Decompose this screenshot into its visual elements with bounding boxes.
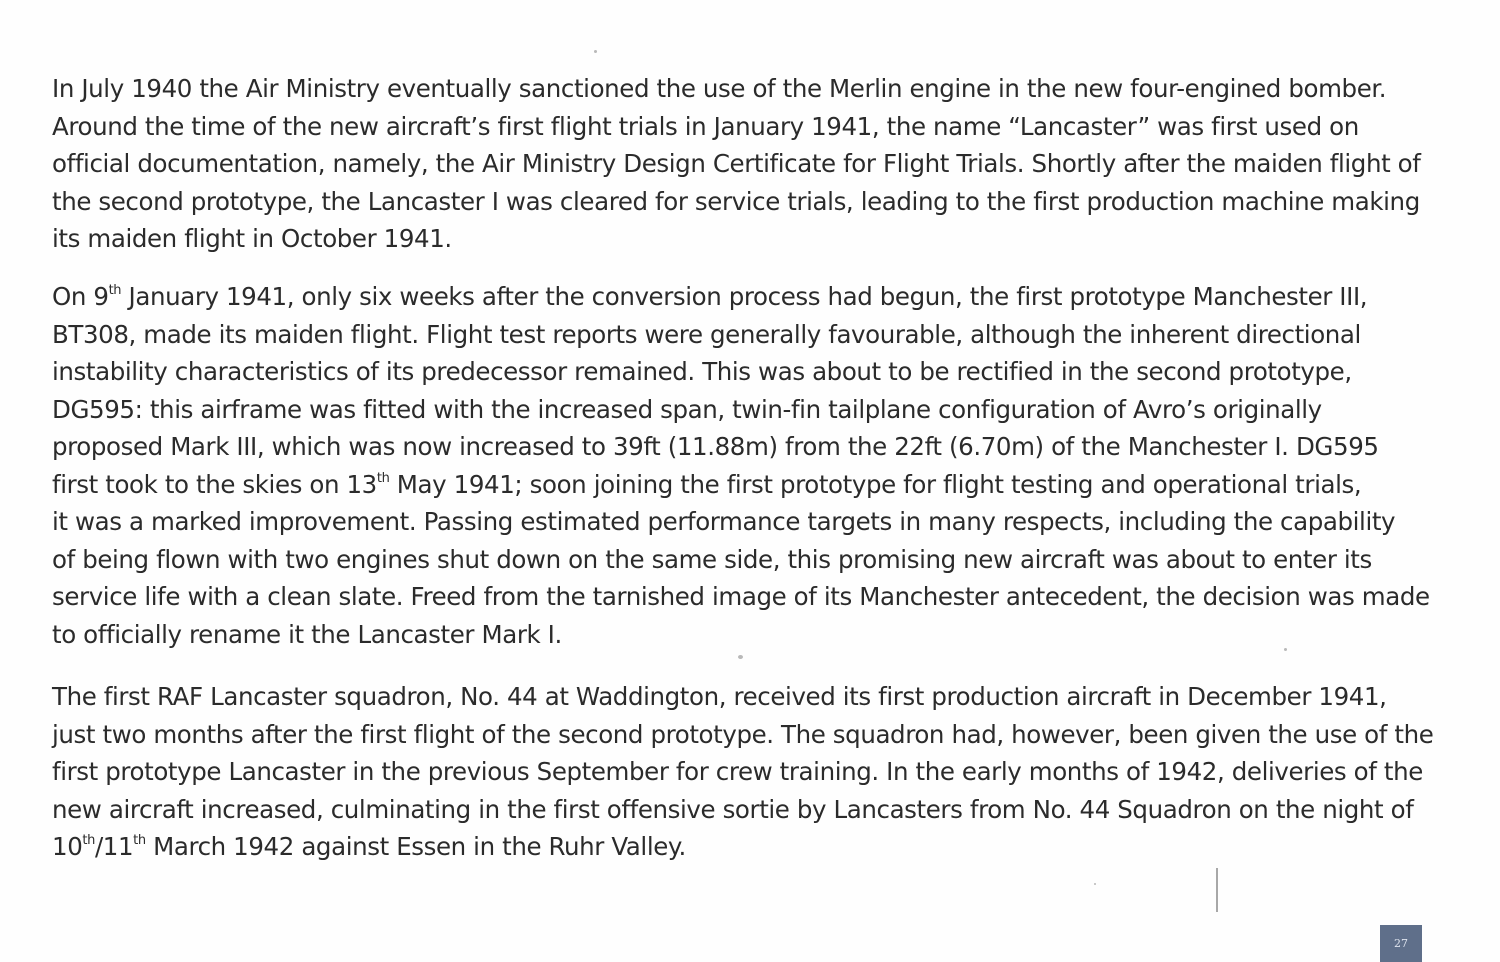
text-run: January 1941, only six weeks after the conversion process had begun, the first prototype Manchester III, bbox=[121, 282, 1368, 311]
text-run: new aircraft increased, culminating in the first offensive sortie by Lancasters from No. 44 Squadron on the night of bbox=[52, 794, 1414, 824]
paragraph-2 bbox=[52, 278, 1437, 653]
scan-speck bbox=[594, 50, 597, 53]
text-run: In July 1940 the Air Ministry eventually sanctioned the use of the Merlin engine in the new four-engined bomber. bbox=[52, 74, 1387, 103]
scan-speck bbox=[1284, 648, 1287, 651]
text-run: The first RAF Lancaster squadron, No. 44 at Waddington, received its first production aircraft in December 1941, bbox=[52, 682, 1387, 711]
ordinal-suffix: th bbox=[108, 283, 122, 298]
text-line bbox=[52, 578, 1437, 616]
text-line bbox=[52, 108, 1437, 146]
text-run: BT308, made its maiden flight. Flight test reports were generally favourable, although the inherent directional bbox=[52, 319, 1361, 349]
text-run: DG595: this airframe was fitted with the increased span, twin-fin tailplane configuration of Avro’s originally bbox=[52, 394, 1322, 424]
ordinal-suffix: th bbox=[133, 833, 146, 848]
text-line bbox=[52, 145, 1437, 183]
text-line bbox=[52, 828, 1437, 866]
text-run: 10 bbox=[52, 832, 83, 861]
text-run: just two months after the first flight of the second prototype. The squadron had, however, been given the use of the bbox=[52, 719, 1434, 749]
text-line bbox=[52, 316, 1437, 354]
text-run: On 9 bbox=[52, 282, 109, 311]
text-run: first took to the skies on 13 bbox=[52, 469, 377, 499]
text-line bbox=[52, 428, 1437, 466]
text-run: official documentation, namely, the Air Ministry Design Certificate for Flight Trials. Shortly after the maiden flight of bbox=[52, 149, 1421, 178]
text-line bbox=[52, 678, 1437, 716]
text-run: Around the time of the new aircraft’s first flight trials in January 1941, the name “Lancaster” was first used on bbox=[52, 111, 1359, 141]
scan-scratch bbox=[1216, 868, 1218, 912]
text-line bbox=[52, 616, 1437, 654]
text-line bbox=[52, 391, 1437, 429]
text-line bbox=[52, 70, 1437, 108]
text-run: the second prototype, the Lancaster I was cleared for service trials, leading to the first production machine making bbox=[52, 186, 1420, 216]
text-run: March 1942 against Essen in the Ruhr Valley. bbox=[145, 832, 686, 861]
text-line bbox=[52, 753, 1437, 791]
text-line bbox=[52, 716, 1437, 754]
text-run: proposed Mark III, which was now increased to 39ft (11.88m) from the 22ft (6.70m) of the Manchester I. DG595 bbox=[52, 432, 1379, 461]
paragraph-1 bbox=[52, 70, 1437, 258]
ordinal-suffix: th bbox=[376, 470, 390, 486]
text-line bbox=[52, 541, 1437, 579]
text-line bbox=[52, 791, 1437, 829]
text-run: of being flown with two engines shut down on the same side, this promising new aircraft was about to enter its bbox=[52, 544, 1372, 574]
text-run: May 1941; soon joining the first prototype for flight testing and operational trials, bbox=[389, 469, 1362, 499]
text-line bbox=[52, 466, 1437, 504]
text-line bbox=[52, 278, 1437, 316]
scan-speck bbox=[1094, 883, 1096, 885]
text-run: first prototype Lancaster in the previous September for crew training. In the early months of 1942, deliveries of the bbox=[52, 757, 1423, 786]
text-run: /11 bbox=[94, 832, 134, 861]
text-run: service life with a clean slate. Freed from the tarnished image of its Manchester antecedent, the decision was made bbox=[52, 582, 1430, 611]
text-run: instability characteristics of its predecessor remained. This was about to be rectified in the second prototype, bbox=[52, 357, 1352, 386]
ordinal-suffix: th bbox=[82, 833, 95, 848]
text-run: to officially rename it the Lancaster Mark I. bbox=[52, 619, 562, 649]
text-run: it was a marked improvement. Passing estimated performance targets in many respects, including the capability bbox=[52, 507, 1396, 536]
text-line bbox=[52, 183, 1437, 221]
paragraph-3 bbox=[52, 678, 1437, 866]
text-line bbox=[52, 353, 1437, 391]
scan-speck bbox=[738, 655, 743, 659]
page-number: 27 bbox=[1380, 925, 1422, 962]
text-line bbox=[52, 220, 1437, 258]
text-line bbox=[52, 503, 1437, 541]
text-run: its maiden flight in October 1941. bbox=[52, 224, 452, 253]
